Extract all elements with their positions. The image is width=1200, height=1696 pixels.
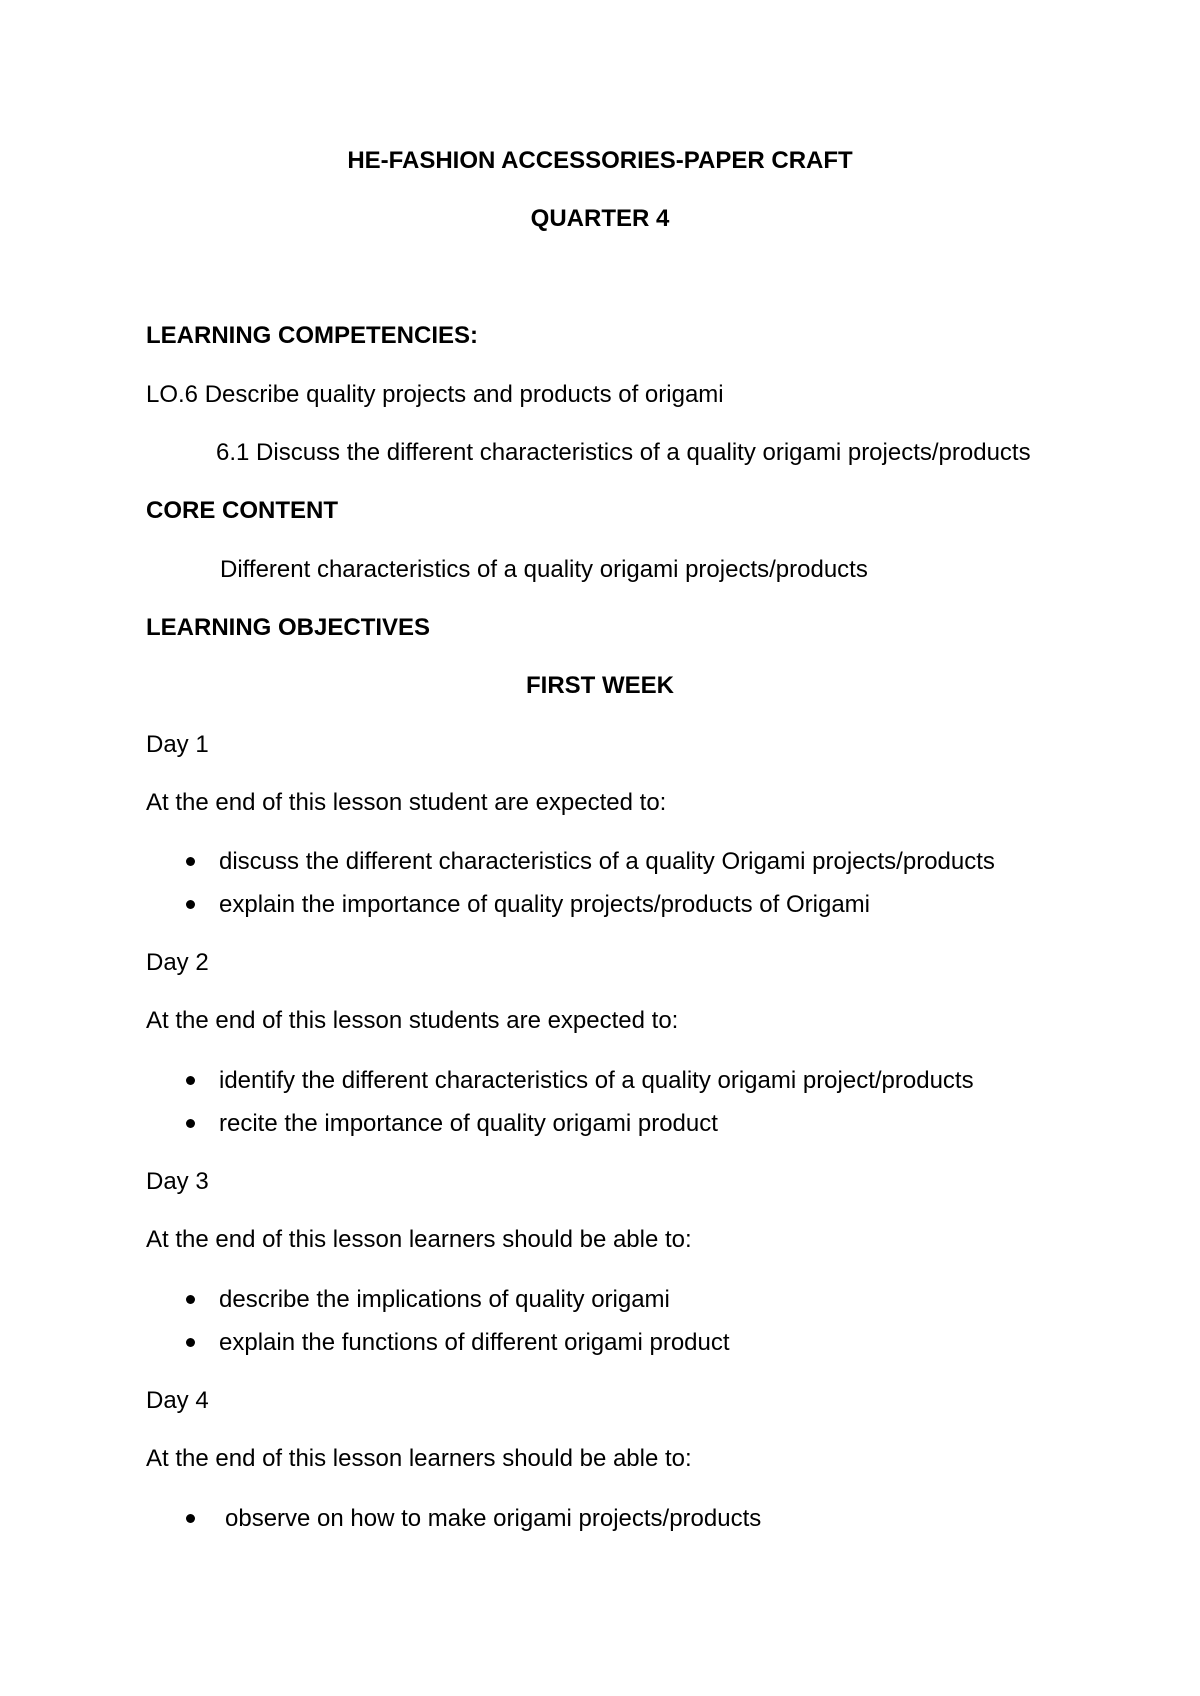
list-item: explain the importance of quality projects/products of Origami [219,891,870,918]
day-intro: At the end of this lesson student are expected to: [146,789,667,816]
list-item: explain the functions of different origami product [219,1329,730,1356]
week-label: FIRST WEEK [526,672,674,699]
learning-objectives-heading: LEARNING OBJECTIVES [146,614,431,641]
bullet-icon [186,1119,195,1128]
day-intro: At the end of this lesson learners should be able to: [146,1226,692,1253]
day-label: Day 2 [146,949,209,976]
list-item: observe on how to make origami projects/products [225,1505,762,1532]
learning-competencies-heading: LEARNING COMPETENCIES: [146,322,479,349]
learning-outcome-sub: 6.1 Discuss the different characteristics of a quality origami projects/products [216,439,1031,466]
quarter-label: QUARTER 4 [530,205,670,232]
day-label: Day 1 [146,731,209,758]
core-content-heading: CORE CONTENT [146,497,338,524]
core-content-text: Different characteristics of a quality origami projects/products [220,556,868,583]
day-intro: At the end of this lesson learners should be able to: [146,1445,692,1472]
bullet-icon [186,1338,195,1347]
bullet-icon [186,900,195,909]
list-item: describe the implications of quality origami [219,1286,670,1313]
bullet-icon [186,1514,195,1523]
list-item: discuss the different characteristics of a quality Origami projects/products [219,848,995,875]
list-item: recite the importance of quality origami product [219,1110,718,1137]
list-item: identify the different characteristics of a quality origami project/products [219,1067,974,1094]
day-label: Day 4 [146,1387,209,1414]
day-label: Day 3 [146,1168,209,1195]
bullet-icon [186,857,195,866]
bullet-icon [186,1295,195,1304]
bullet-icon [186,1076,195,1085]
document-title: HE-FASHION ACCESSORIES-PAPER CRAFT [347,147,853,174]
learning-outcome: LO.6 Describe quality projects and products of origami [146,381,724,408]
day-intro: At the end of this lesson students are expected to: [146,1007,679,1034]
